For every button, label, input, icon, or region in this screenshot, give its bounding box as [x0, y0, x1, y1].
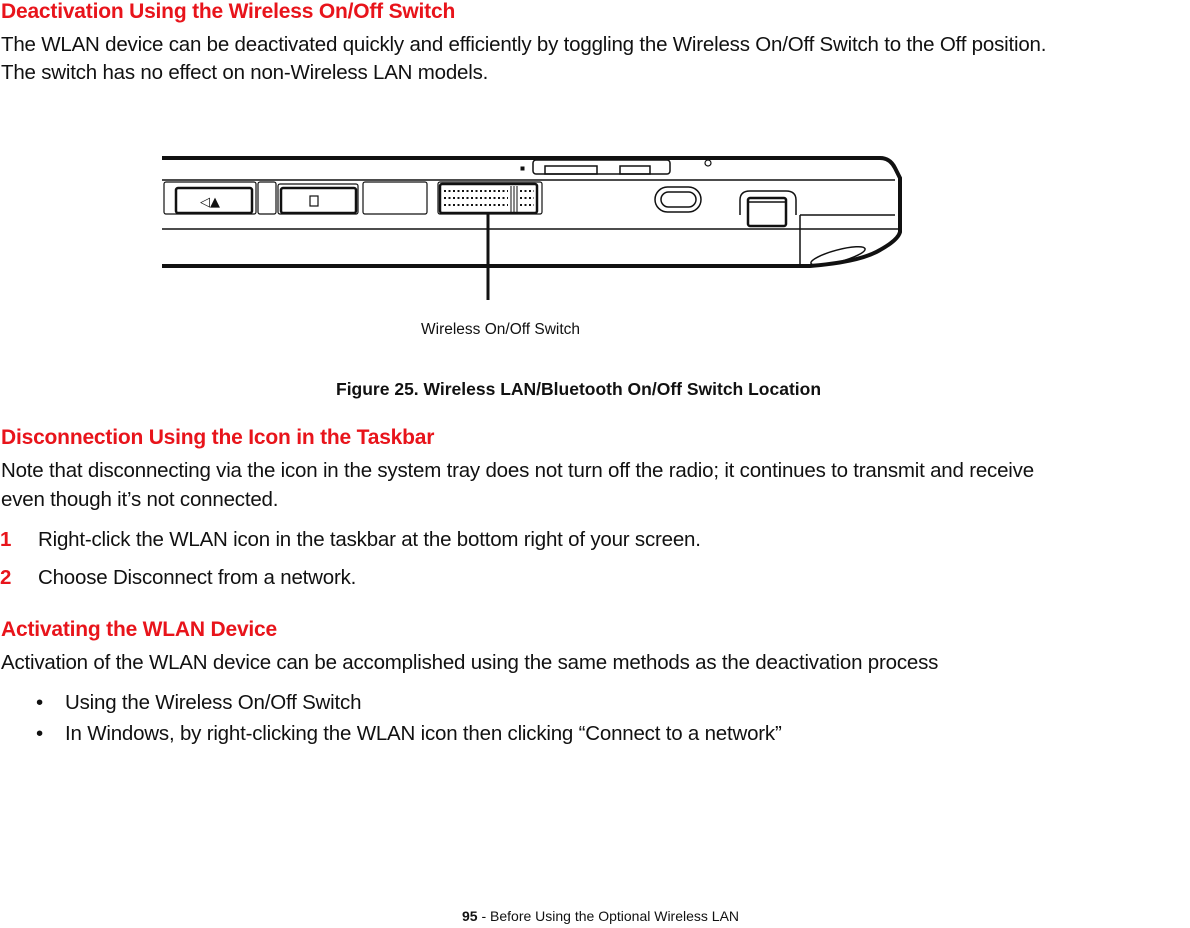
laptop-side-illustration	[0, 0, 1190, 300]
callout-label: Wireless On/Off Switch	[421, 321, 581, 338]
paragraph-line: Activation of the WLAN device can be accomplished using the same methods as the deactivation process	[1, 651, 939, 674]
step-number: 1	[0, 528, 12, 551]
speaker-icon: ◁▲	[200, 195, 220, 210]
section-heading-disconnection: Disconnection Using the Icon in the Taskbar	[1, 426, 435, 449]
page-number: 95	[462, 908, 478, 924]
paragraph-line: even though it’s not connected.	[1, 488, 279, 511]
bullet-item	[36, 722, 782, 746]
page-footer	[462, 908, 739, 924]
footer-text: - Before Using the Optional Wireless LAN	[477, 908, 740, 924]
bullet-icon: •	[36, 691, 43, 714]
paragraph-line: The switch has no effect on non-Wireless LAN models.	[1, 61, 489, 84]
step-text: Right-click the WLAN icon in the taskbar at the bottom right of your screen.	[38, 528, 701, 551]
bullet-icon: •	[36, 722, 43, 745]
bullet-text: Using the Wireless On/Off Switch	[65, 691, 362, 714]
step-number: 2	[0, 566, 12, 589]
bullet-item	[36, 691, 362, 715]
step-text: Choose Disconnect from a network.	[38, 566, 357, 589]
paragraph-line: Note that disconnecting via the icon in the system tray does not turn off the radio; it continues to transmit and receive	[1, 459, 1034, 482]
paragraph-line: The WLAN device can be deactivated quickly and efficiently by toggling the Wireless On/Off Switch to the Off position.	[1, 33, 1047, 56]
section-heading-activating: Activating the WLAN Device	[1, 618, 278, 641]
figure-caption: Figure 25. Wireless LAN/Bluetooth On/Off Switch Location	[336, 379, 822, 399]
section-heading-deactivation: Deactivation Using the Wireless On/Off Switch	[1, 0, 456, 23]
bullet-text: In Windows, by right-clicking the WLAN icon then clicking “Connect to a network”	[65, 722, 782, 745]
